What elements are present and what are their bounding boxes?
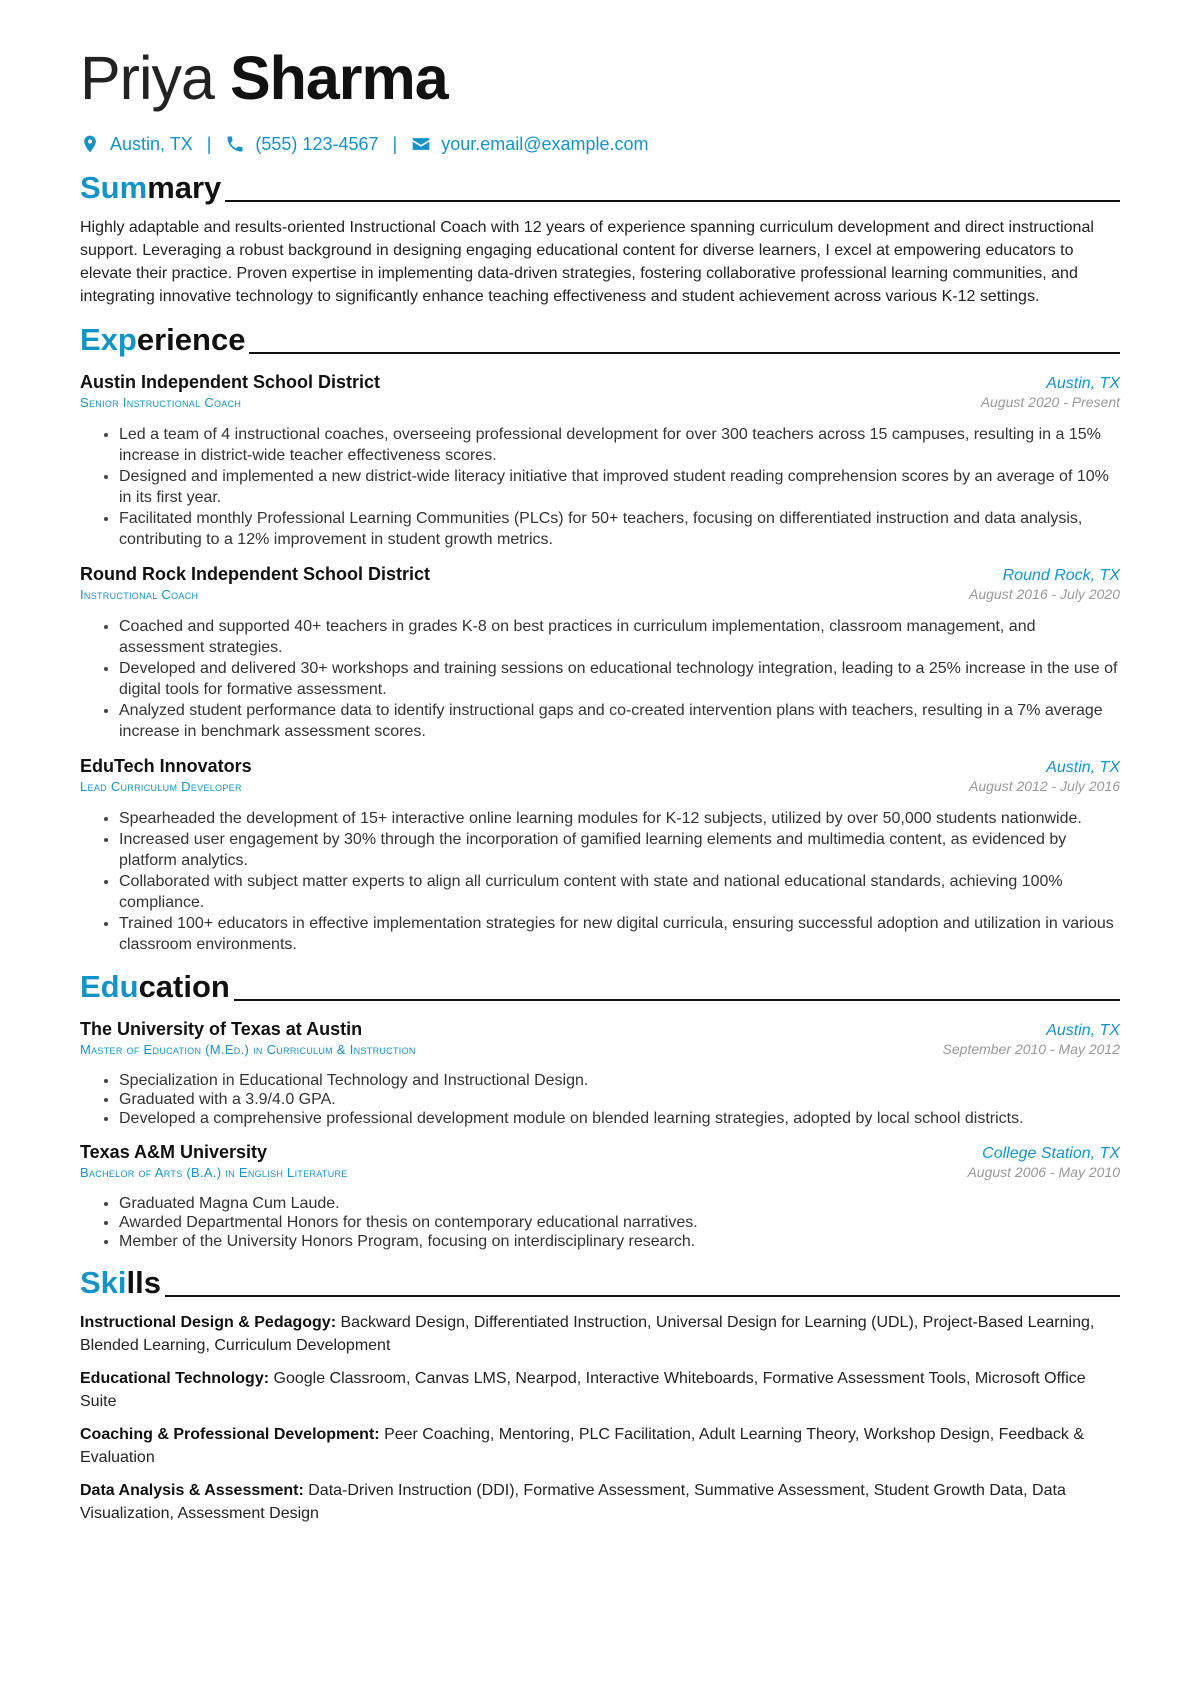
summary-text: Highly adaptable and results-oriented Instructional Coach with 12 years of experience spanning curriculum development and direct instructional support. Leveraging a robust background in designing engaging educational content for diverse learners, I excel at empowering educators to elevate their practice. Proven expertise in implementing data-driven strategies, fostering collaborative professional learning communities, and integrating innovative technology to significantly enhance teaching effectiveness and student achievement across various K-12 settings. [80,219,1094,305]
bullet-item: • Coached and supported 40+ teachers in grades K-8 on best practices in curriculum implementation, classroom management, and assessment strategies. [119,616,1120,658]
education-entry [80,1019,1120,1128]
school-location: Austin, TX [1046,1022,1120,1039]
contact-separator: | [392,133,398,154]
email-link[interactable]: your.email@example.com [441,133,649,154]
summary-heading [80,170,1120,206]
contact-location [80,134,193,155]
skill-group-label: Coaching & Professional Development: [80,1426,380,1443]
bullet-item: • Graduated Magna Cum Laude. [119,1194,1120,1213]
bullet-item: • Led a team of 4 instructional coaches, overseeing professional development for over 300 teachers across 15 campuses, resulting in a 15% increase in district-wide teacher effectiveness scores. [119,424,1120,466]
skill-group-items: Peer Coaching, Mentoring, PLC Facilitation, Adult Learning Theory, Workshop Design, Feedback & Evaluation [80,1426,1084,1466]
job-entry [80,756,1120,955]
bullet-item: • Facilitated monthly Professional Learning Communities (PLCs) for 50+ teachers, focusing on differentiated instruction and data analysis, contributing to a 12% improvement in student growth metrics. [119,508,1120,550]
experience-heading [80,322,1120,358]
skill-group-label: Data Analysis & Assessment: [80,1482,304,1499]
job-dates: August 2016 - July 2020 [969,586,1120,602]
section-rule [225,200,1120,202]
skill-group [80,1479,1120,1525]
education-heading [80,969,1120,1005]
map-pin-icon [80,134,100,154]
contact-email[interactable] [411,134,648,155]
candidate-name [80,38,1120,118]
job-bullets [80,424,1120,550]
job-location: Austin, TX [1046,375,1120,392]
job-bullets [80,808,1120,955]
last-name: Sharma [229,44,448,112]
skill-group [80,1311,1120,1357]
job-location: Round Rock, TX [1002,567,1120,584]
experience-title [80,322,245,358]
bullet-item: • Designed and implemented a new district-wide literacy initiative that improved student reading comprehension scores by an average of 10% in its first year. [119,466,1120,508]
job-dates: August 2012 - July 2016 [969,778,1120,794]
job-organization: Round Rock Independent School District [80,564,431,584]
title-rest: cation [138,969,230,1004]
skill-group-label: Instructional Design & Pedagogy: [80,1314,337,1331]
first-name: Priya [80,44,214,112]
section-rule [249,352,1120,354]
skill-group [80,1423,1120,1469]
job-entry [80,564,1120,742]
skills-title [80,1265,161,1301]
bullet-item: • Member of the University Honors Program, focusing on interdisciplinary research. [119,1232,1120,1251]
title-rest: erience [136,322,246,357]
section-rule [165,1295,1120,1297]
resume-page [80,38,1120,1525]
title-accent: Edu [80,969,139,1004]
job-organization: Austin Independent School District [80,372,381,392]
skill-group-label: Educational Technology: [80,1370,270,1387]
bullet-item: • Collaborated with subject matter experts to align all curriculum content with state and national educational standards, achieving 100% compliance. [119,871,1120,913]
school-location: College Station, TX [982,1145,1120,1162]
job-bullets [80,616,1120,742]
bullet-item: • Specialization in Educational Technology and Instructional Design. [119,1071,1120,1090]
title-rest: mary [147,170,222,205]
job-dates: August 2020 - Present [980,394,1120,410]
skill-group [80,1367,1120,1413]
location-text: Austin, TX [110,133,193,154]
job-role: Instructional Coach [80,587,199,602]
bullet-item: • Graduated with a 3.9/4.0 GPA. [119,1090,1120,1109]
school-name: Texas A&M University [80,1142,268,1162]
education-bullets [80,1194,1120,1251]
section-rule [234,999,1120,1001]
job-entry [80,372,1120,550]
skills-heading [80,1265,1120,1301]
education-bullets [80,1071,1120,1128]
school-dates: August 2006 - May 2010 [967,1164,1120,1180]
school-dates: September 2010 - May 2012 [942,1041,1120,1057]
skill-group-items: Google Classroom, Canvas LMS, Nearpod, Interactive Whiteboards, Formative Assessment Tools, Microsoft Office Suite [80,1370,1086,1410]
phone-icon [225,134,245,154]
title-accent: Exp [80,322,137,357]
degree-name: Bachelor of Arts (B.A.) in English Literature [80,1165,348,1180]
job-role: Senior Instructional Coach [80,395,242,410]
bullet-item: • Awarded Departmental Honors for thesis on contemporary educational narratives. [119,1213,1120,1232]
envelope-icon [411,134,431,154]
bullet-item: • Developed and delivered 30+ workshops and training sessions on educational technology integration, leading to a 25% increase in the use of digital tools for formative assessment. [119,658,1120,700]
phone-text: (555) 123-4567 [255,133,379,154]
education-entry [80,1142,1120,1251]
summary-title [80,170,221,206]
degree-name: Master of Education (M.Ed.) in Curriculum & Instruction [80,1042,416,1057]
bullet-item: • Spearheaded the development of 15+ interactive online learning modules for K-12 subjects, utilized by over 50,000 students nationwide. [119,808,1120,829]
job-organization: EduTech Innovators [80,756,252,776]
contact-bar [80,130,1120,158]
job-location: Austin, TX [1046,759,1120,776]
title-accent: Sum [80,170,148,205]
contact-phone[interactable] [225,134,378,155]
bullet-item: • Trained 100+ educators in effective implementation strategies for new digital curricula, ensuring successful adoption and utilization in various classroom environments. [119,913,1120,955]
contact-separator: | [206,133,212,154]
bullet-item: • Increased user engagement by 30% through the incorporation of gamified learning elements and multimedia content, as evidenced by platform analytics. [119,829,1120,871]
school-name: The University of Texas at Austin [80,1019,363,1039]
title-rest: lls [126,1265,161,1300]
skill-group-items: Backward Design, Differentiated Instruction, Universal Design for Learning (UDL), Project-Based Learning, Blended Learning, Curriculum Development [80,1314,1095,1354]
skill-group-items: Data-Driven Instruction (DDI), Formative Assessment, Summative Assessment, Student Growth Data, Data Visualization, Assessment Design [80,1482,1066,1522]
bullet-item: • Developed a comprehensive professional development module on blended learning strategies, adopted by local school districts. [119,1109,1120,1128]
bullet-item: • Analyzed student performance data to identify instructional gaps and co-created intervention plans with teachers, resulting in a 7% average increase in benchmark assessment scores. [119,700,1120,742]
job-role: Lead Curriculum Developer [80,779,242,794]
education-title [80,969,230,1005]
title-accent: Ski [80,1265,127,1300]
